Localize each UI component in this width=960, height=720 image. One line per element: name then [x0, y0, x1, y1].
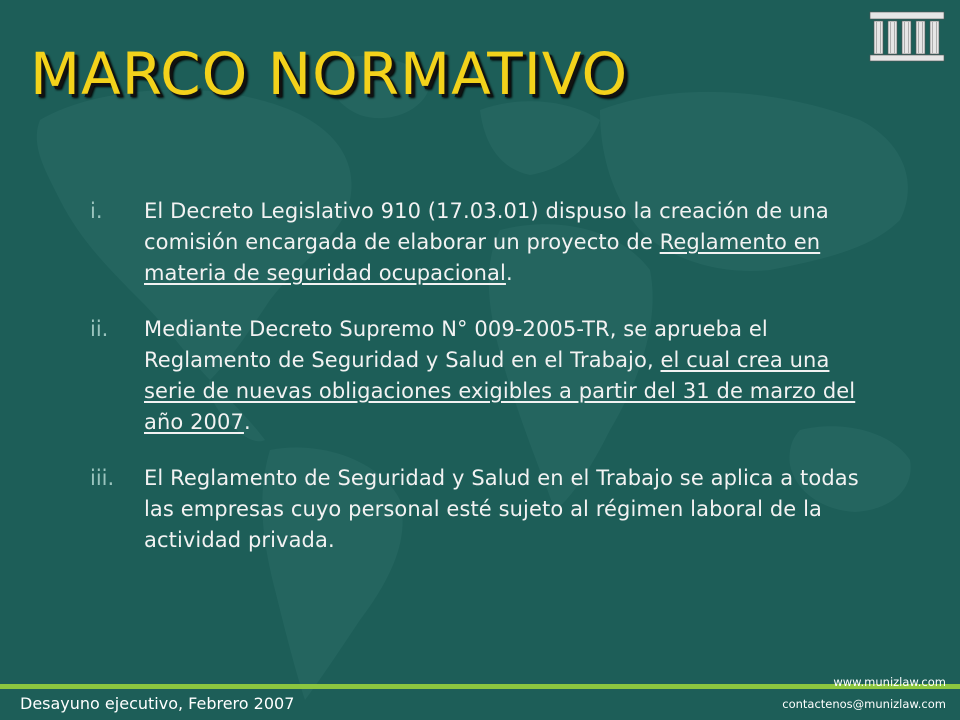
list-item-text-underlined: el cual crea una serie de nuevas obligaciones exigibles a partir del 31 de marzo del año 2007 [144, 348, 856, 434]
footer-website-link[interactable]: www.munizlaw.com [833, 675, 946, 689]
list-item-text-plain: El Reglamento de Seguridad y Salud en el Trabajo se aplica a todas las empresas cuyo personal esté sujeto al régimen laboral de la actividad privada. [144, 466, 859, 552]
list-item [90, 314, 880, 438]
footer-event-label: Desayuno ejecutivo, Febrero 2007 [20, 694, 295, 713]
list-item-number: ii. [90, 317, 109, 341]
list-item-text-plain: El Decreto Legislativo 910 (17.03.01) dispuso la creación de una comisión encargada de elaborar un proyecto de [144, 199, 829, 254]
list-item-text-underlined: Reglamento en materia de seguridad ocupacional [144, 230, 821, 285]
list-item-text [144, 463, 880, 556]
list-item-text [144, 196, 880, 289]
slide-title: MARCO NORMATIVO [30, 40, 629, 108]
list-item-number: i. [90, 199, 103, 223]
list-item-number: iii. [90, 466, 115, 490]
list-item-text-end: . [243, 410, 251, 434]
list-item [90, 196, 880, 289]
normative-list [90, 196, 880, 581]
columns-logo-icon [868, 8, 946, 64]
footer-email-link[interactable]: contactenos@munizlaw.com [782, 697, 946, 711]
list-item-text [144, 314, 880, 438]
footer-contact [782, 674, 946, 714]
list-item [90, 463, 880, 556]
list-item-text-end: . [505, 261, 513, 285]
list-item-text-plain: Mediante Decreto Supremo N° 009-2005-TR, se aprueba el Reglamento de Seguridad y Salud en el Trabajo, [144, 317, 768, 372]
